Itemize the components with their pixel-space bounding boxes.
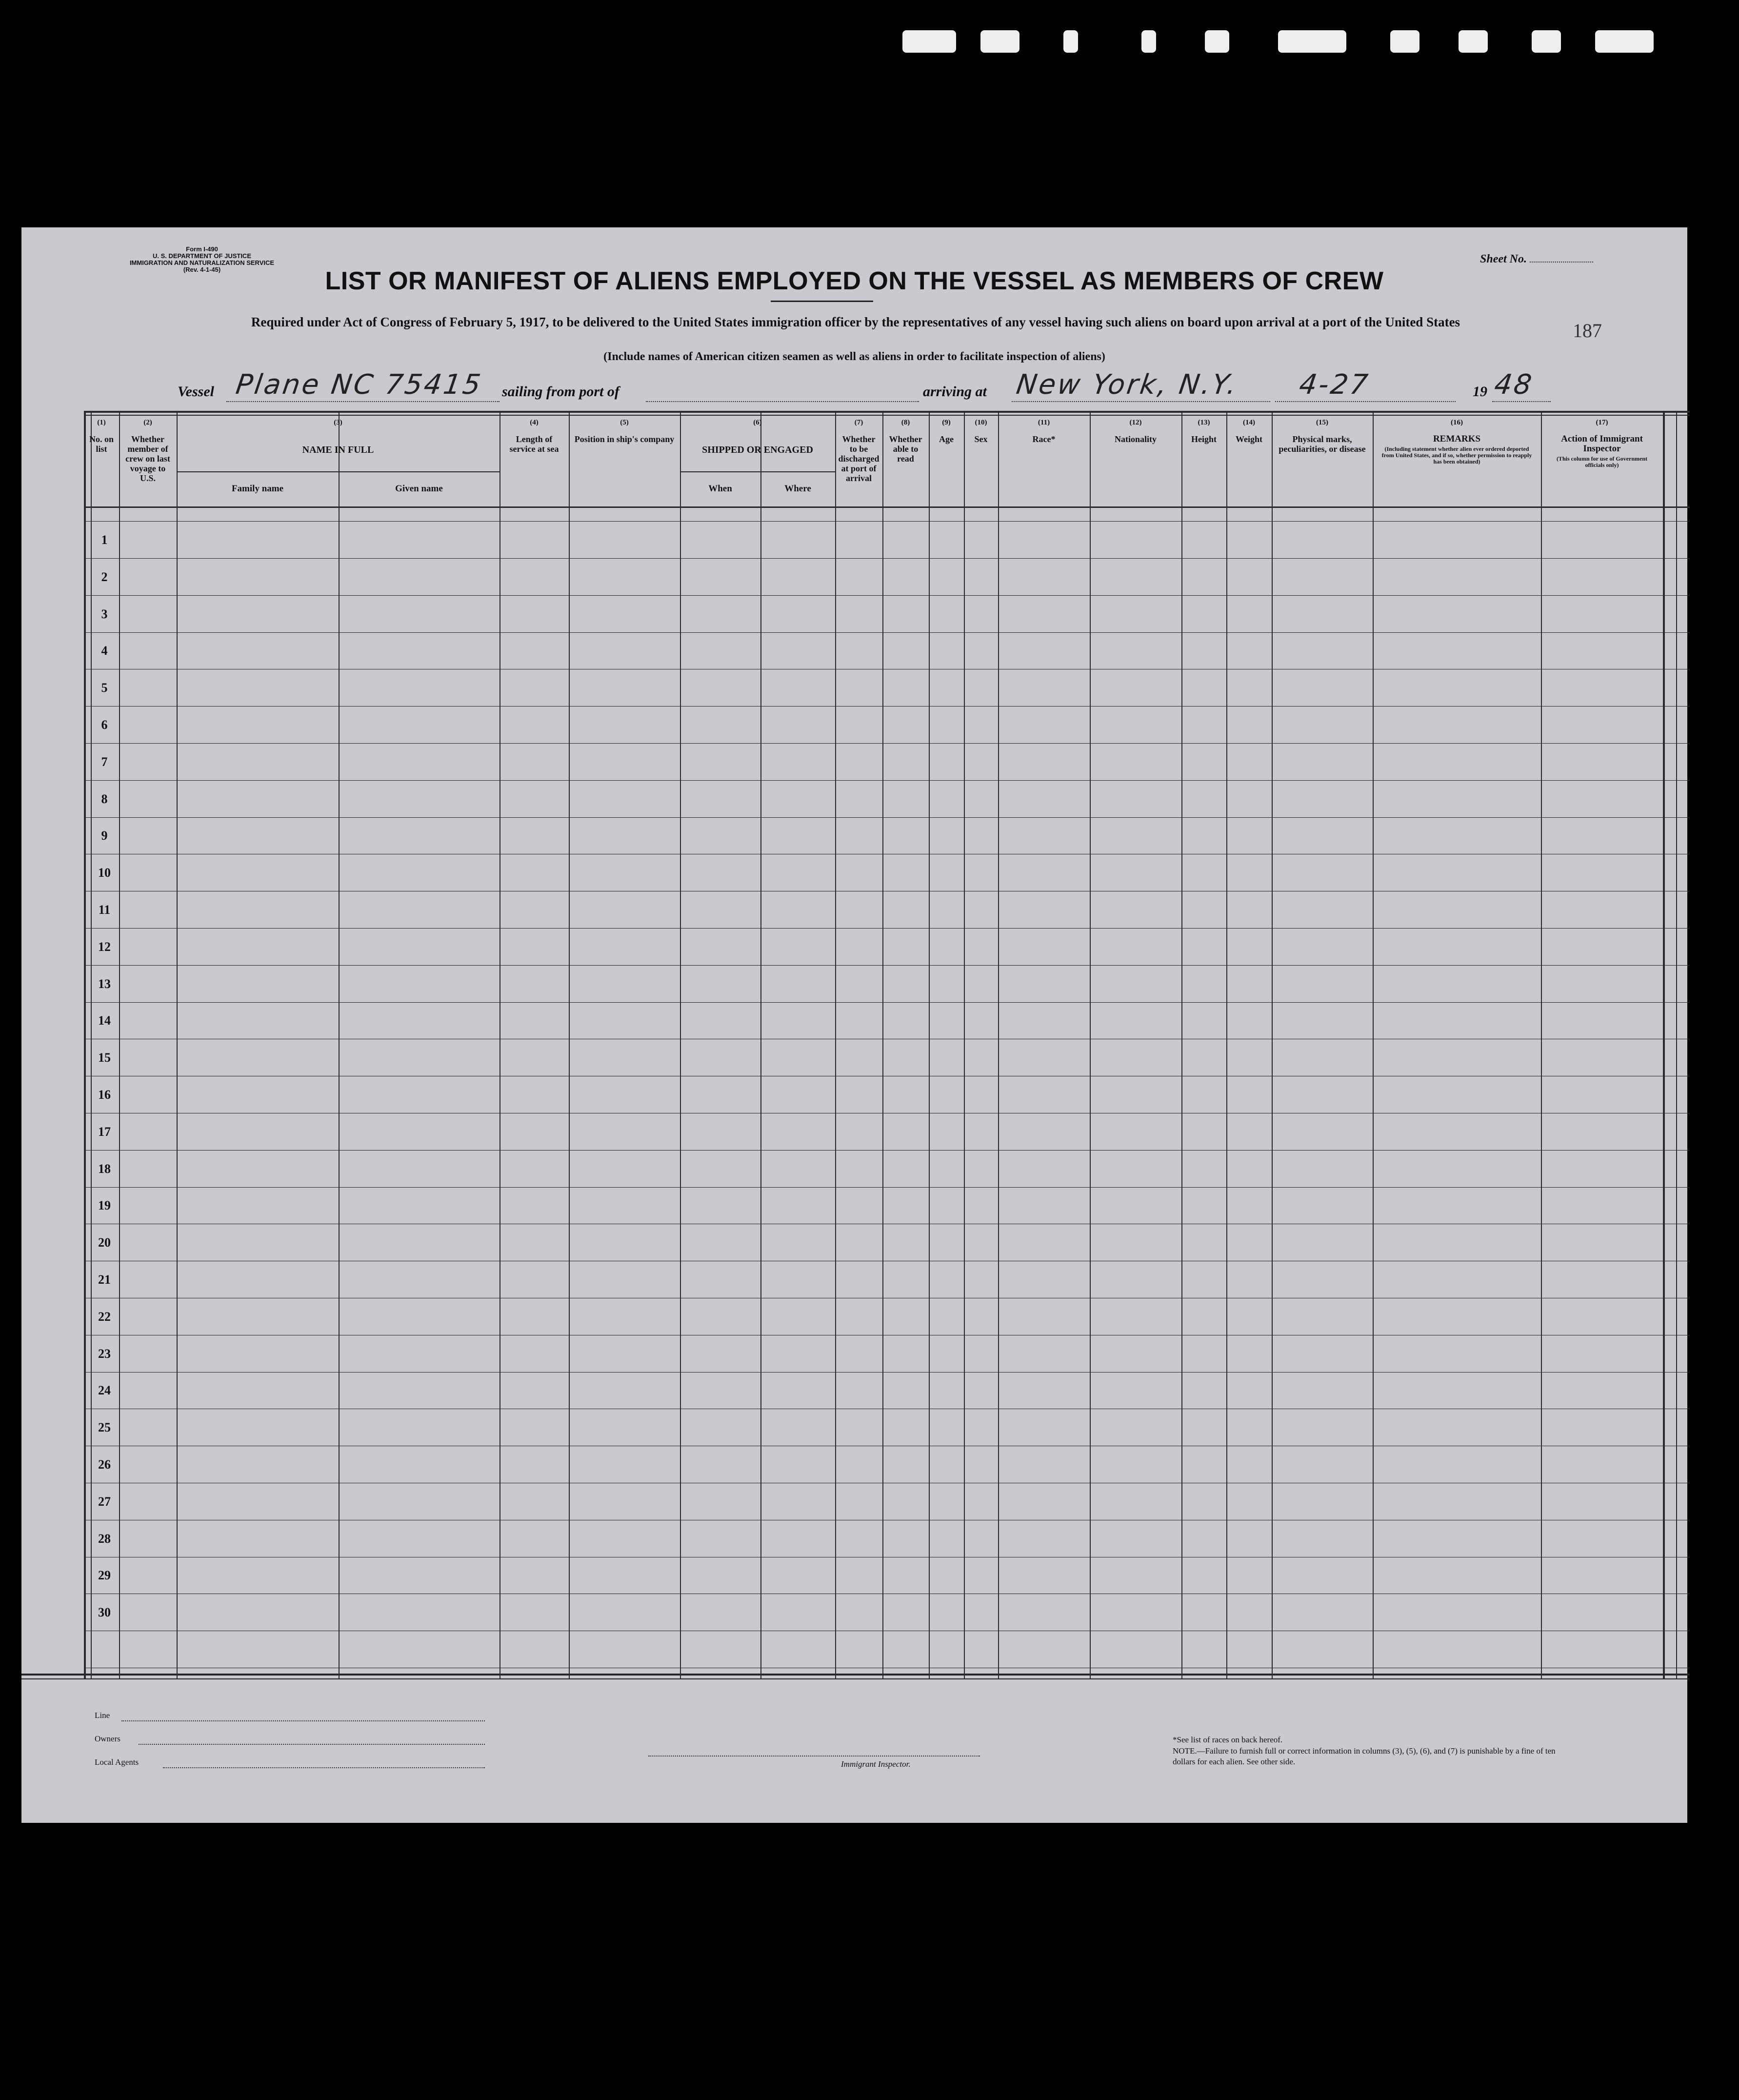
column-number: (6) [753,419,762,426]
column-rule [998,411,999,1679]
line-dotline [121,1720,485,1721]
year-handwritten: 48 [1492,369,1536,401]
column-subheader: Given name [395,484,443,494]
column-header [569,418,680,444]
column-note: (Including statement whether alien ever ordered deported from United States, and if so, whether permission to reapply has been obtained) [1381,445,1532,465]
line-label: Line [95,1711,110,1720]
film-edge-marks [902,30,1732,64]
inspector-dotline [648,1756,980,1757]
row-rule [84,780,1690,781]
column-subheader: When [708,484,732,494]
column-rule [929,411,930,1679]
row-rule [84,1187,1690,1188]
column-label: Sex [974,434,988,444]
column-rule [91,411,92,1679]
column-rule [835,411,836,1679]
column-label: Height [1191,434,1217,444]
column-header [500,418,569,454]
row-rule [84,928,1690,929]
row-number: 9 [101,828,108,843]
column-number: (4) [530,419,539,426]
form-number: Form I-490 [186,245,218,253]
row-rule [84,706,1690,707]
column-rule [1090,411,1091,1679]
column-header [1373,418,1541,465]
column-label: Weight [1235,434,1262,444]
column-subheader: Family name [231,484,284,494]
row-number: 15 [98,1050,111,1065]
table-top-rule [84,411,1690,413]
column-rule [760,471,761,1679]
column-header [1181,418,1226,444]
vessel-label: Vessel [178,384,214,400]
column-rule [1541,411,1542,1679]
column-header [177,418,500,455]
date-handwritten: 4-27 [1297,369,1372,401]
row-rule [84,965,1690,966]
column-label: Whether to be discharged at port of arrival [838,434,879,483]
column-label: Length of service at sea [509,434,559,454]
row-number: 23 [98,1347,111,1361]
revision: (Rev. 4-1-45) [183,266,221,273]
manifest-sheet [21,227,1687,1823]
row-number: 14 [98,1013,111,1028]
column-label: Nationality [1114,434,1157,444]
row-number: 8 [101,792,108,806]
column-rule [1373,411,1374,1679]
row-number: 1 [101,533,108,547]
row-rule [84,817,1690,818]
row-number: 2 [101,570,108,584]
column-rule [84,411,86,1679]
row-number: 17 [98,1125,111,1139]
column-rule [1181,411,1182,1679]
races-note: *See list of races on back hereof. [1173,1735,1283,1744]
sheet-number [1480,253,1593,266]
include-note: (Include names of American citizen seamen as well as aliens in order to facilitate inspection of aliens) [603,350,1105,363]
column-rule [882,411,883,1679]
column-rule [680,411,681,1679]
column-number: (14) [1243,419,1255,426]
year-prefix: 19 [1473,384,1487,400]
row-rule [84,1002,1690,1003]
row-number: 19 [98,1198,111,1212]
column-label: Age [939,434,954,444]
header-bottom-rule [84,506,1690,508]
column-rule [1663,411,1665,1679]
column-note: (This column for use of Government officials only) [1556,455,1648,468]
row-number: 4 [101,644,108,658]
sailing-label: sailing from port of [502,384,620,400]
date-dotline [1275,401,1456,402]
column-label: Physical marks, peculiarities, or disease [1279,434,1366,454]
row-number: 20 [98,1235,111,1250]
immigrant-inspector-label: Immigrant Inspector. [841,1759,911,1769]
column-rule [339,471,340,1679]
row-number: 16 [98,1088,111,1102]
column-label: Whether member of crew on last voyage to U.S. [125,434,170,483]
row-rule [84,595,1690,596]
column-header [119,418,177,483]
column-rule [1226,411,1227,1679]
table-bottom-rule [21,1678,1690,1679]
row-number: 7 [101,755,108,769]
column-number: (17) [1596,419,1608,426]
column-subheader: Where [784,484,811,494]
row-number: 22 [98,1310,111,1324]
column-header [1226,418,1272,444]
column-rule [1272,411,1273,1679]
vessel-dotline [226,401,500,402]
table-bottom-rule [21,1674,1690,1676]
column-label: Race* [1032,434,1056,444]
year-dotline [1492,401,1551,402]
column-label: Whether able to read [889,434,922,464]
row-number: 11 [98,903,111,917]
arriving-handwritten: New York, N.Y. [1014,369,1240,401]
row-number: 6 [101,718,108,732]
row-number: 3 [101,607,108,621]
fine-note: NOTE.—Failure to furnish full or correct information in columns (3), (5), (6), and (7) is punishable by a fine of ten dollars for each alien. See other side. [1173,1746,1556,1766]
owners-label: Owners [95,1734,120,1743]
column-number: (12) [1129,419,1142,426]
column-header [929,418,964,444]
arriving-label: arriving at [923,384,987,400]
column-number: (8) [901,419,910,426]
page-title: LIST OR MANIFEST OF ALIENS EMPLOYED ON THE VESSEL AS MEMBERS OF CREW [325,267,1384,295]
column-label: Position in ship's company [574,434,675,444]
row-number: 5 [101,681,108,695]
row-number: 29 [98,1568,111,1582]
column-label: Action of Immigrant Inspector [1561,434,1643,454]
title-rule [771,301,873,302]
row-number: 28 [98,1532,111,1546]
service: IMMIGRATION AND NATURALIZATION SERVICE [129,259,275,266]
requirement-text: Required under Act of Congress of February 5, 1917, to be delivered to the United States immigration officer by the representatives of any vessel having such aliens on board upon arrival at a port of the United States [251,315,1460,329]
sailing-dotline [646,401,919,402]
column-rule [177,411,178,1679]
column-header [835,418,882,483]
row-number: 30 [98,1605,111,1619]
row-number: 18 [98,1162,111,1176]
column-header [1272,418,1373,454]
department: U. S. DEPARTMENT OF JUSTICE [153,252,251,260]
stamp-number: 187 [1573,320,1602,342]
column-header [680,418,835,455]
column-header [882,418,929,464]
column-label: No. on list [89,434,114,454]
vessel-handwritten: Plane NC 75415 [234,369,484,401]
row-number: 10 [98,866,111,880]
column-number: (10) [975,419,987,426]
name-sub-rule [177,471,500,472]
row-number: 12 [98,940,111,954]
local-agents-label: Local Agents [95,1757,139,1767]
column-rule [964,411,965,1679]
column-number: (2) [143,419,152,426]
arriving-dotline [1012,401,1270,402]
row-rule [84,558,1690,559]
row-rule [84,1372,1690,1373]
table-top-rule [84,415,1690,416]
column-header [1541,418,1663,468]
row-rule [84,632,1690,633]
column-number: (7) [854,419,863,426]
row-number: 25 [98,1420,111,1434]
column-number: (11) [1038,419,1050,426]
column-header [84,418,119,454]
column-number: (13) [1198,419,1210,426]
row-number: 13 [98,977,111,991]
column-rule [1676,411,1677,1679]
row-rule [84,1150,1690,1151]
column-header [1090,418,1181,444]
column-rule [569,411,570,1679]
owners-dotline [139,1744,485,1745]
row-number: 27 [98,1494,111,1509]
row-number: 21 [98,1272,111,1287]
column-number: (15) [1316,419,1328,426]
row-number: 26 [98,1457,111,1472]
column-label: REMARKS [1433,434,1481,444]
column-label: SHIPPED OR ENGAGED [702,444,813,455]
column-number: (3) [334,419,342,426]
agents-dotline [163,1767,485,1768]
row-rule [84,743,1690,744]
shipped-sub-rule [680,471,835,472]
sheet-number-label: Sheet No. [1480,253,1527,265]
row-rule [84,521,1690,522]
row-number: 24 [98,1383,111,1397]
column-header [964,418,998,444]
column-header [998,418,1090,444]
column-number: (1) [97,419,106,426]
column-number: (9) [942,419,951,426]
column-label: NAME IN FULL [302,444,374,455]
column-rule [119,411,120,1679]
column-number: (5) [620,419,629,426]
column-number: (16) [1451,419,1463,426]
